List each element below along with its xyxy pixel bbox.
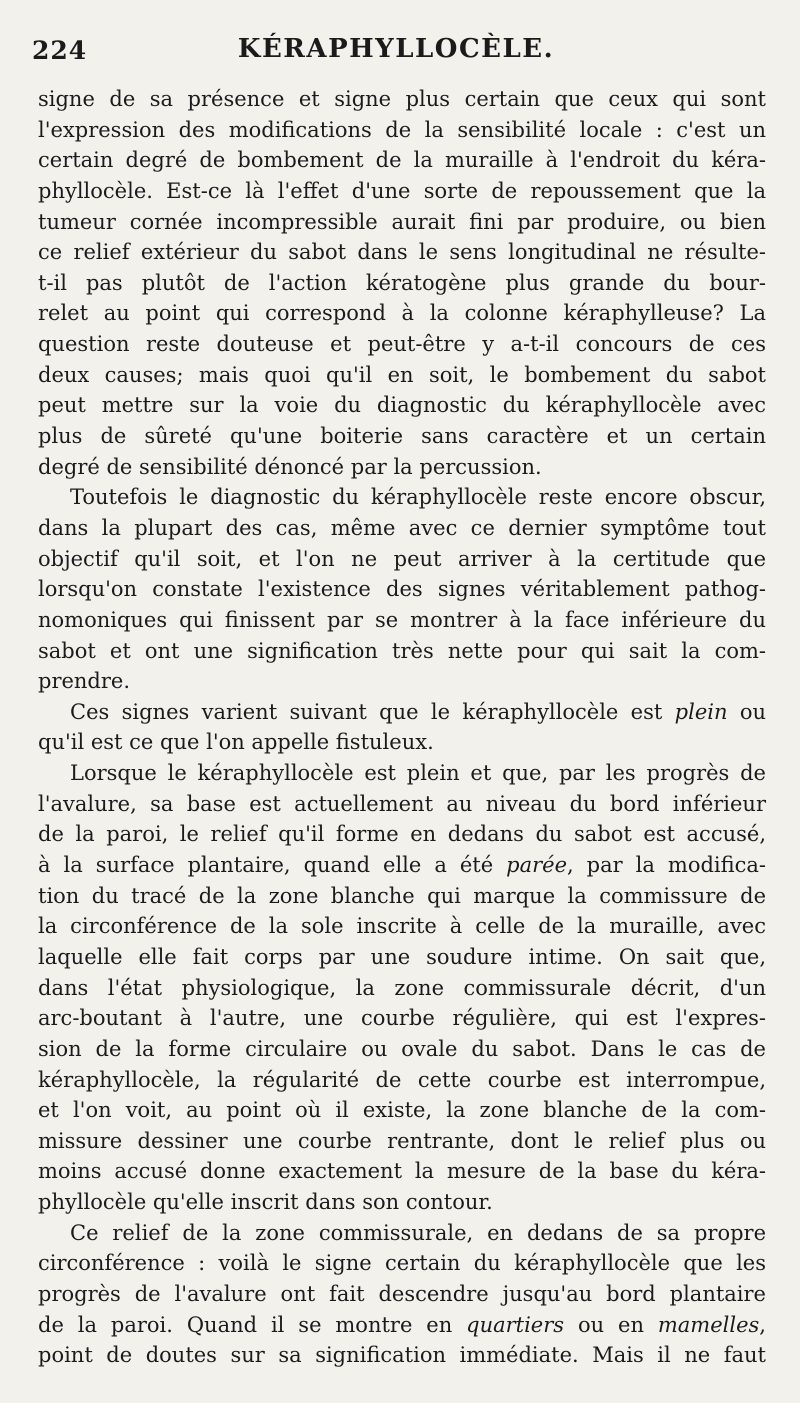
paragraph bbox=[38, 482, 766, 696]
paragraph bbox=[38, 84, 766, 482]
text-line: degré de sensibilité dénoncé par la percussion. bbox=[38, 454, 542, 479]
text-line: deux causes; mais quoi qu'il en soit, le bombement du sabot bbox=[38, 362, 766, 387]
text-line: phyllocèle. Est-ce là l'effet d'une sorte de repoussement que la bbox=[38, 178, 766, 203]
text-line: plus de sûreté qu'une boiterie sans caractère et un certain bbox=[38, 424, 766, 449]
text-line: Ces signes varient suivant que le kéraphyllocèle est plein ou bbox=[70, 699, 767, 724]
text-line: phyllocèle qu'elle inscrit dans son contour. bbox=[38, 1190, 493, 1215]
text-line: objectif qu'il soit, et l'on ne peut arriver à la certitude que bbox=[38, 546, 766, 571]
text-line: et l'on voit, au point où il existe, la zone blanche de la com- bbox=[38, 1098, 766, 1123]
text-line: Lorsque le kéraphyllocèle est plein et que, par les progrès de bbox=[70, 761, 766, 786]
text-line: l'avalure, sa base est actuellement au niveau du bord inférieur bbox=[38, 791, 766, 816]
text-line: nomoniques qui finissent par se montrer à la face inférieure du bbox=[38, 607, 766, 632]
text-line: la circonférence de la sole inscrite à celle de la muraille, avec bbox=[38, 914, 766, 939]
paragraph bbox=[38, 758, 766, 1218]
text-line: laquelle elle fait corps par une soudure intime. On sait que, bbox=[38, 944, 766, 969]
text-line: relet au point qui correspond à la colonne kéraphylleuse? La bbox=[38, 301, 766, 326]
text-line: qu'il est ce que l'on appelle fistuleux. bbox=[38, 730, 434, 755]
text-line: missure dessiner une courbe rentrante, dont le relief plus ou bbox=[38, 1128, 766, 1153]
paragraph bbox=[38, 697, 766, 758]
italic-term: parée bbox=[506, 853, 567, 878]
body-text bbox=[38, 84, 766, 1371]
text-line: progrès de l'avalure ont fait descendre jusqu'au bord plantaire bbox=[38, 1281, 766, 1306]
text-line: prendre. bbox=[38, 669, 131, 694]
paragraph bbox=[38, 1218, 766, 1371]
italic-term: mamelles bbox=[657, 1312, 760, 1337]
running-head: KÉRAPHYLLOCÈLE. bbox=[237, 34, 555, 64]
text-line: de la paroi. Quand il se montre en quartiers ou en mamelles, bbox=[38, 1312, 766, 1337]
text-line: point de doutes sur sa signification immédiate. Mais il ne faut bbox=[38, 1343, 766, 1368]
text-line: circonférence : voilà le signe certain du kéraphyllocèle que les bbox=[38, 1251, 766, 1276]
text-line: lorsqu'on constate l'existence des signes véritablement pathog- bbox=[38, 577, 766, 602]
text-line: Ce relief de la zone commissurale, en dedans de sa propre bbox=[70, 1220, 766, 1245]
page-number: 224 bbox=[32, 36, 88, 65]
text-line: l'expression des modifications de la sensibilité locale : c'est un bbox=[38, 117, 766, 142]
text-line: question reste douteuse et peut-être y a-t-il concours de ces bbox=[38, 332, 766, 357]
text-line: dans la plupart des cas, même avec ce dernier symptôme tout bbox=[38, 515, 766, 540]
text-line: à la surface plantaire, quand elle a été parée, par la modifica- bbox=[38, 853, 767, 878]
text-line: kéraphyllocèle, la régularité de cette courbe est interrompue, bbox=[38, 1067, 766, 1092]
text-line: peut mettre sur la voie du diagnostic du kéraphyllocèle avec bbox=[38, 393, 766, 418]
text-line: tion du tracé de la zone blanche qui marque la commissure de bbox=[38, 883, 766, 908]
text-line: Toutefois le diagnostic du kéraphyllocèle reste encore obscur, bbox=[70, 485, 766, 510]
text-line: de la paroi, le relief qu'il forme en dedans du sabot est accusé, bbox=[38, 822, 766, 847]
page-header bbox=[32, 30, 760, 70]
text-line: sabot et ont une signification très nette pour qui sait la com- bbox=[38, 638, 766, 663]
text-line: sion de la forme circulaire ou ovale du sabot. Dans le cas de bbox=[38, 1036, 766, 1061]
italic-term: plein bbox=[674, 699, 728, 724]
text-line: signe de sa présence et signe plus certain que ceux qui sont bbox=[38, 87, 766, 111]
text-line: ce relief extérieur du sabot dans le sens longitudinal ne résulte- bbox=[38, 240, 766, 265]
text-line: moins accusé donne exactement la mesure de la base du kéra- bbox=[38, 1159, 766, 1184]
text-line: certain degré de bombement de la muraille à l'endroit du kéra- bbox=[38, 148, 766, 173]
text-line: tumeur cornée incompressible aurait fini par produire, ou bien bbox=[38, 209, 766, 234]
text-line: t-il pas plutôt de l'action kératogène plus grande du bour- bbox=[38, 270, 766, 295]
text-line: dans l'état physiologique, la zone commissurale décrit, d'un bbox=[38, 975, 766, 1000]
italic-term: quartiers bbox=[466, 1312, 565, 1337]
text-line: arc-boutant à l'autre, une courbe régulière, qui est l'expres- bbox=[38, 1006, 766, 1031]
